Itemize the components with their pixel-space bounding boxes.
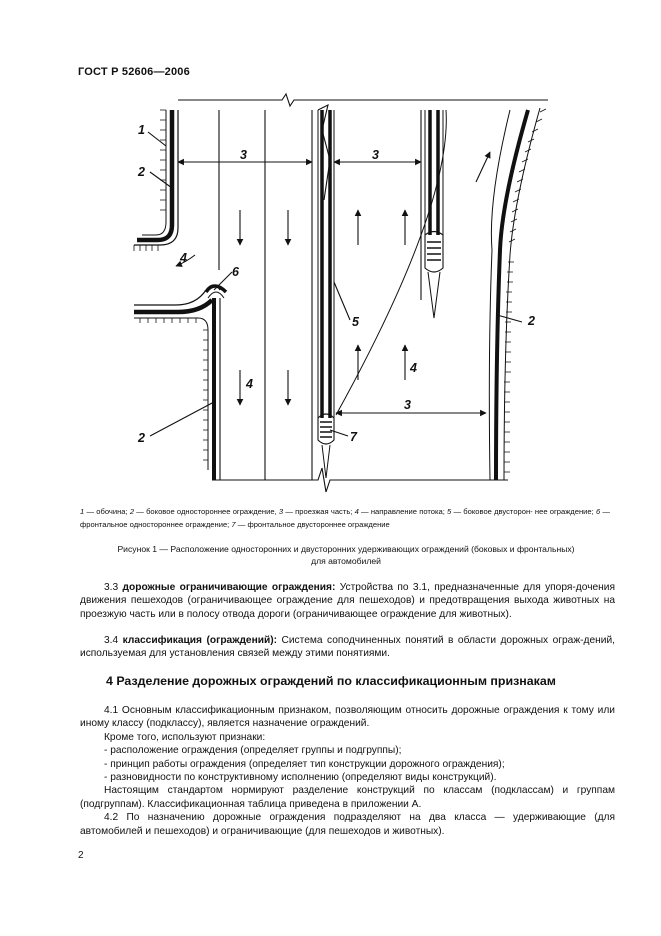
- section-4-body: 4.1 Основным классификационным признаком, позволяющим относить дорожные ограждения к тому или иному классу (подклассу), является назначение ограждений. Кроме того, используют признаки: - расположение ограждения (определяет группы и подгруппы); - принцип работы ограждения (определяет тип конструкции дорожного ограждения); - разновидности по конструктивному исполнению (определяют виды конструкций). Настоящим стандартом нормируют разделение конструкций по классам (подклассам) и группам (подгруппам). Классификационная таблица приведена в приложении А. 4.2 По назначению дорожные ограждения подразделяют на два класса — удерживающие (для автомобилей и пешеходов) и ограничивающие (для пешеходов и животных).: [80, 705, 615, 837]
- label-7: 7: [350, 430, 357, 444]
- section-4-title: 4 Разделение дорожных ограждений по классификационным признакам: [106, 674, 556, 688]
- bullet-item: - принцип работы ограждения (определяет тип конструкции дорожного ограждения);: [104, 758, 505, 770]
- label-5: 5: [352, 315, 359, 329]
- label-6: 6: [232, 265, 239, 279]
- frontal-barrier-6: [206, 286, 226, 292]
- clause-3-3: 3.3 дорожные ограничивающие ограждения: Устройства по 3.1, предназначенные для упоря-дочения движения пешеходов (ограничивающее ограждение для пешеходов) и предотвращения выхода животных на проезжую часть или в полосу отвода дороги (ограничивающее ограждение для животных).: [80, 582, 615, 620]
- figure-caption: Рисунок 1 — Расположение односторонних и двусторонних удерживающих ограждений (боковых и фронтальных) для автомобилей: [117, 544, 575, 566]
- clause-3-4: 3.4 классификация (ограждений): Система соподчиненных понятий в области дорожных ограж-дений, используемая для установления связей между этими понятиями.: [80, 635, 615, 660]
- label-4-left-lower: 4: [246, 377, 253, 391]
- legend-num-1: 1: [80, 507, 85, 516]
- label-2-top: 2: [138, 165, 145, 179]
- break-line-top: [178, 94, 548, 106]
- label-1: 1: [138, 123, 145, 137]
- label-3-left: 3: [240, 148, 247, 162]
- label-3-right: 3: [372, 148, 379, 162]
- bullet-item: - разновидности по конструктивному исполнению (определяют виды конструкций).: [104, 772, 497, 784]
- page-number: 2: [78, 850, 84, 861]
- term-3-4: классификация (ограждений):: [122, 635, 278, 646]
- label-4-right: 4: [410, 361, 417, 375]
- bullet-item: - расположение ограждения (определяет группы и подгруппы);: [104, 745, 402, 757]
- diagram-labels: [137, 123, 535, 445]
- break-line-bottom: [212, 468, 508, 492]
- label-2-right: 2: [528, 314, 535, 328]
- term-3-3: дорожные ограничивающие ограждения:: [122, 582, 336, 593]
- document-header: ГОСТ Р 52606—2006: [78, 66, 190, 78]
- label-4-left-upper: 4: [180, 251, 187, 265]
- label-2-bottom: 2: [138, 431, 145, 445]
- figure-legend: 1 — обочина; 2 — боковое одностороннее ограждение, 3 — проезжая часть; 4 — направление потока; 5 — боковое двусторон- нее ограждение; 6 — фронтальное одностороннее ограждение; 7 — фронтальное двустороннее ограждение: [80, 507, 610, 529]
- label-3-bottom: 3: [404, 398, 411, 412]
- frontal-barrier-7: [318, 414, 334, 444]
